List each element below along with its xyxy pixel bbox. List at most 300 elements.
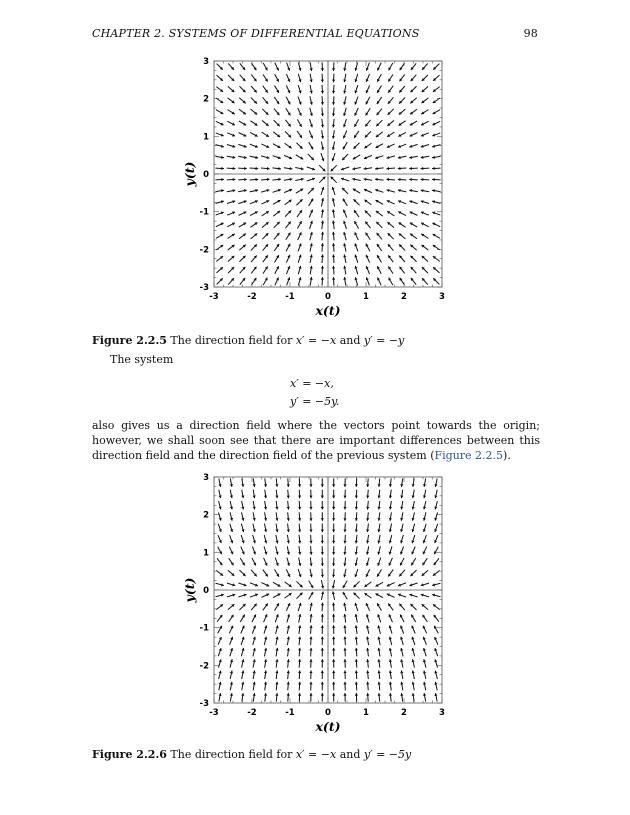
arrow-head <box>343 614 346 617</box>
arrow-head <box>309 659 312 662</box>
field-arrow <box>366 693 369 702</box>
field-arrow <box>400 512 403 520</box>
arrow-head <box>230 659 233 662</box>
body-paragraph: also gives us a direction field where the vectors point towards the origin; however, we shall soon see that there are important differences between this direction field and the direction field of the previous system (Figure 2.2.5). <box>92 419 540 462</box>
field-arrow <box>332 693 335 702</box>
field-arrow <box>423 671 426 679</box>
field-arrow <box>287 637 290 645</box>
field-arrow <box>422 615 427 622</box>
field-arrow <box>275 501 278 510</box>
arrow-head <box>332 530 335 533</box>
field-arrow <box>411 637 414 645</box>
arrow-head <box>309 693 312 696</box>
field-arrow <box>275 670 278 679</box>
field-arrow <box>321 693 324 702</box>
y-axis-label: y(t) <box>182 161 197 187</box>
field-arrow <box>310 603 313 611</box>
field-arrow <box>253 648 256 656</box>
y-tick-label: 3 <box>203 473 209 483</box>
arrow-head <box>332 496 335 499</box>
field-arrow <box>412 478 415 486</box>
field-arrow <box>355 501 358 510</box>
field-arrow <box>332 546 335 555</box>
field-arrow <box>321 490 324 499</box>
field-arrow <box>253 682 256 691</box>
field-arrow <box>400 693 403 702</box>
field-arrow <box>364 593 371 598</box>
field-arrow <box>410 570 416 576</box>
field-arrow <box>276 546 279 554</box>
field-arrow <box>343 648 346 657</box>
field-arrow <box>218 547 222 555</box>
field-arrow <box>239 604 245 610</box>
field-arrow <box>298 524 301 533</box>
field-arrow <box>275 524 278 532</box>
arrow-head <box>389 693 392 696</box>
field-arrow <box>398 583 406 587</box>
y-tick-label: 2 <box>203 510 209 521</box>
field-arrow <box>216 570 223 575</box>
arrow-head <box>321 682 324 685</box>
field-arrow <box>264 682 267 691</box>
arrow-head <box>321 541 324 544</box>
field-arrow <box>298 535 301 544</box>
arrow-head <box>434 507 437 510</box>
arrow-head <box>423 518 426 521</box>
field-arrow <box>378 693 381 702</box>
field-arrow <box>433 570 440 575</box>
arrow-head <box>276 552 279 555</box>
field-arrow <box>411 546 415 554</box>
arrow-head <box>298 659 301 662</box>
arrow-head <box>287 529 290 532</box>
arrow-head <box>321 530 324 533</box>
field-arrow <box>376 582 384 586</box>
field-arrow <box>366 659 369 668</box>
arrow-head <box>309 670 312 673</box>
field-arrow <box>423 626 427 634</box>
arrow-head <box>321 659 324 662</box>
field-arrow <box>218 626 222 634</box>
field-arrow <box>389 535 392 543</box>
field-arrow <box>343 524 346 533</box>
field-arrow <box>400 626 404 634</box>
field-arrow <box>241 490 244 498</box>
intro-text: The system <box>110 353 174 366</box>
arrow-head <box>378 507 381 510</box>
arrow-head <box>309 625 312 628</box>
arrow-head <box>355 637 358 640</box>
field-arrow <box>241 535 244 543</box>
field-arrow <box>366 637 369 645</box>
arrow-head <box>332 518 335 521</box>
field-arrow <box>261 583 269 587</box>
field-arrow <box>228 604 234 610</box>
field-arrow <box>389 682 392 691</box>
arrow-head <box>321 507 324 510</box>
field-arrow <box>218 648 221 656</box>
arrow-head <box>355 693 358 696</box>
field-arrow <box>240 558 244 565</box>
field-arrow <box>264 637 267 645</box>
arrow-head <box>298 637 301 640</box>
field-arrow <box>355 614 358 622</box>
y-tick-label: -1 <box>199 207 209 218</box>
y-tick-label: -1 <box>199 623 209 634</box>
field-arrow <box>219 501 222 509</box>
field-arrow <box>378 670 381 679</box>
arrow-head <box>343 682 346 685</box>
arrow-head <box>309 507 312 510</box>
arrow-head <box>298 484 301 487</box>
arrow-head <box>287 484 290 487</box>
arrow-head <box>321 518 324 521</box>
field-arrow <box>423 512 426 520</box>
field-arrow <box>264 648 267 656</box>
field-arrow <box>332 569 335 578</box>
field-arrow <box>332 591 335 599</box>
field-arrow <box>227 594 235 597</box>
field-arrow <box>377 603 381 610</box>
field-arrow <box>343 501 346 510</box>
x-axis-label: x(t) <box>315 719 341 734</box>
field-arrow <box>275 490 278 499</box>
field-arrow <box>412 512 415 520</box>
field-arrow <box>343 659 346 668</box>
field-arrow <box>423 693 426 701</box>
field-arrow <box>364 582 371 587</box>
field-arrow <box>321 648 324 657</box>
field-arrow <box>218 659 221 667</box>
field-arrow <box>389 648 392 656</box>
field-arrow <box>412 501 415 509</box>
field-arrow <box>218 478 221 486</box>
field-arrow <box>423 524 426 532</box>
field-arrow <box>321 569 324 578</box>
arrow-head <box>343 637 346 640</box>
field-arrow <box>412 693 415 701</box>
x-tick-label: 1 <box>363 292 369 302</box>
field-arrow <box>298 659 301 668</box>
arrow-head <box>298 496 301 499</box>
field-arrow <box>298 625 301 634</box>
field-arrow <box>389 546 392 554</box>
field-arrow <box>287 490 290 499</box>
field-arrow <box>287 682 290 691</box>
field-arrow <box>423 535 427 543</box>
field-arrow <box>264 558 268 566</box>
field-arrow <box>218 535 222 543</box>
field-arrow <box>230 648 233 656</box>
field-arrow <box>378 501 381 510</box>
field-arrow <box>241 478 244 486</box>
field-arrow <box>332 603 335 612</box>
field-arrow <box>423 490 426 498</box>
field-arrow <box>434 659 437 667</box>
field-arrow <box>229 626 233 634</box>
field-arrow <box>343 569 346 577</box>
field-arrow <box>241 512 244 520</box>
field-arrow <box>309 648 312 657</box>
field-arrow <box>227 583 235 586</box>
field-arrow <box>264 659 267 667</box>
arrow-head <box>378 682 381 685</box>
arrow-head <box>332 541 335 544</box>
field-arrow <box>332 625 335 634</box>
field-arrow <box>400 671 403 679</box>
field-arrow <box>343 490 346 499</box>
arrow-head <box>332 507 335 510</box>
field-arrow <box>343 557 346 566</box>
arrow-head <box>366 484 369 487</box>
arrow-head <box>309 552 312 555</box>
arrow-head <box>343 541 346 544</box>
field-arrow <box>332 659 335 668</box>
field-arrow <box>422 570 428 576</box>
x-tick-label: 3 <box>439 708 445 718</box>
arrow-head <box>343 648 346 651</box>
field-arrow <box>285 593 292 598</box>
x-tick-label: 2 <box>401 292 407 302</box>
x-tick-label: -2 <box>247 708 257 718</box>
arrow-head <box>287 693 290 696</box>
field-arrow <box>366 524 369 533</box>
arrow-head <box>355 518 358 521</box>
field-arrow <box>366 478 369 487</box>
field-arrow <box>412 524 415 532</box>
x-tick-label: 0 <box>325 708 331 718</box>
field-arrow <box>238 583 246 586</box>
field-arrow <box>434 682 437 690</box>
field-arrow <box>343 592 347 599</box>
field-arrow <box>218 524 221 532</box>
field-arrow <box>321 637 324 646</box>
field-arrow <box>355 682 358 691</box>
field-arrow <box>217 615 222 622</box>
field-arrow <box>275 682 278 691</box>
field-arrow <box>216 583 224 586</box>
field-arrow <box>264 693 267 702</box>
field-arrow <box>309 637 312 646</box>
arrow-head <box>432 594 435 597</box>
field-arrow <box>287 670 290 679</box>
y-tick-label: 2 <box>203 94 209 105</box>
field-arrow <box>400 524 403 532</box>
field-arrow <box>332 501 335 510</box>
field-arrow <box>409 594 417 597</box>
field-arrow <box>412 682 415 690</box>
field-arrow <box>252 614 256 622</box>
field-arrow <box>229 547 233 555</box>
field-arrow <box>309 592 313 599</box>
arrow-head <box>343 484 346 487</box>
field-arrow <box>387 583 395 587</box>
arrow-head <box>332 693 335 696</box>
field-arrow <box>298 490 301 499</box>
field-arrow <box>332 580 335 588</box>
field-arrow <box>230 671 233 679</box>
arrow-head <box>309 484 312 487</box>
field-arrow <box>287 659 290 668</box>
x-tick-label: 2 <box>401 708 407 718</box>
arrow-head <box>321 496 324 499</box>
arrow-head <box>366 682 369 685</box>
x-tick-label: -2 <box>247 292 257 302</box>
arrow-head <box>287 659 290 662</box>
field-arrow <box>366 569 370 577</box>
arrow-head <box>366 496 369 499</box>
y-tick-label: 0 <box>203 586 209 596</box>
field-arrow <box>343 637 346 646</box>
arrow-head <box>298 507 301 510</box>
field-arrow <box>253 671 256 679</box>
field-arrow <box>366 614 369 622</box>
field-arrow <box>366 512 369 521</box>
arrow-head <box>310 614 313 617</box>
arrow-head <box>321 648 324 651</box>
field-arrow <box>321 591 324 599</box>
field-arrow <box>219 671 222 679</box>
field-arrow <box>253 490 256 499</box>
field-arrow <box>343 581 347 588</box>
arrow-head <box>343 518 346 521</box>
arrow-head <box>366 529 369 532</box>
field-arrow <box>250 583 258 587</box>
field-arrow <box>355 637 358 646</box>
field-arrow <box>343 512 346 521</box>
arrow-head <box>219 671 222 674</box>
field-arrow <box>253 478 256 487</box>
field-arrow <box>377 625 380 633</box>
arrow-head <box>264 495 267 498</box>
arrow-head <box>355 670 358 673</box>
y-tick-label: 0 <box>203 170 209 180</box>
field-arrow <box>286 569 290 577</box>
x-tick-label: -3 <box>209 708 219 718</box>
field-arrow <box>218 693 221 701</box>
arrow-head <box>343 496 346 499</box>
arrow-head <box>298 682 301 685</box>
field-arrow <box>216 604 223 609</box>
arrow-head <box>298 541 301 544</box>
field-arrow <box>432 594 440 597</box>
field-arrow <box>287 512 290 521</box>
field-arrow <box>275 693 278 702</box>
field-arrow <box>241 693 244 701</box>
arrow-head <box>287 518 290 521</box>
figure-link[interactable]: Figure 2.2.5 <box>434 449 504 462</box>
field-arrow <box>400 614 404 622</box>
arrow-head <box>332 648 335 651</box>
field-arrow <box>400 535 403 543</box>
field-arrow <box>423 648 426 656</box>
field-arrow <box>264 535 267 543</box>
field-arrow <box>434 512 437 520</box>
field-arrow <box>230 490 233 498</box>
field-arrow <box>343 478 346 487</box>
field-arrow <box>353 581 359 587</box>
field-arrow <box>230 637 234 645</box>
field-arrow <box>286 603 290 611</box>
field-arrow <box>332 490 335 499</box>
field-arrow <box>241 546 245 554</box>
field-arrow <box>253 535 256 543</box>
field-arrow <box>264 512 267 520</box>
arrow-head <box>355 541 358 544</box>
field-arrow <box>218 637 222 645</box>
arrow-head <box>264 484 267 487</box>
field-arrow <box>230 535 234 543</box>
arrow-head <box>287 496 290 499</box>
field-arrow <box>400 490 403 499</box>
field-arrow <box>377 637 380 645</box>
field-arrow <box>354 603 357 611</box>
field-arrow <box>241 637 244 645</box>
field-arrow <box>240 615 244 622</box>
field-arrow <box>389 558 393 566</box>
field-arrow <box>422 604 428 610</box>
x-tick-label: -1 <box>285 292 295 302</box>
chapter-title: CHAPTER 2. SYSTEMS OF DIFFERENTIAL EQUATIONS <box>92 27 420 40</box>
field-arrow <box>423 637 427 645</box>
field-arrow <box>287 478 290 487</box>
arrow-head <box>221 594 224 597</box>
field-arrow <box>366 558 369 566</box>
field-arrow <box>389 501 392 510</box>
arrow-head <box>309 518 312 521</box>
field-arrow <box>264 490 267 499</box>
field-arrow <box>309 512 312 521</box>
arrow-head <box>230 518 233 521</box>
field-arrow <box>434 626 438 634</box>
field-arrow <box>309 490 312 499</box>
arrow-head <box>366 670 369 673</box>
field-arrow <box>412 490 415 498</box>
y-tick-label: -2 <box>199 661 209 672</box>
field-arrow <box>219 490 222 498</box>
field-arrow <box>355 535 358 544</box>
field-arrow <box>377 569 381 576</box>
field-arrow <box>321 603 324 612</box>
field-arrow <box>411 535 414 543</box>
field-arrow <box>355 659 358 668</box>
arrow-head <box>321 625 324 628</box>
field-arrow <box>309 581 313 588</box>
field-arrow <box>252 546 256 554</box>
equation-2: y′ = −5y. <box>290 395 340 408</box>
field-arrow <box>273 593 281 597</box>
field-arrow <box>230 524 233 532</box>
field-arrow <box>298 682 301 691</box>
field-arrow <box>321 614 324 623</box>
field-arrow <box>287 546 290 554</box>
field-arrow <box>298 512 301 521</box>
arrow-head <box>309 496 312 499</box>
field-arrow <box>343 535 346 544</box>
y-tick-label: -3 <box>199 283 209 293</box>
field-arrow <box>274 569 278 576</box>
field-arrow <box>275 478 278 487</box>
arrow-head <box>343 529 346 532</box>
field-arrow <box>389 478 392 487</box>
field-arrow <box>309 501 312 510</box>
field-arrow <box>343 693 346 702</box>
field-arrow <box>355 490 358 499</box>
arrow-head <box>389 495 392 498</box>
field-arrow <box>264 501 267 510</box>
field-arrow <box>400 478 403 487</box>
arrow-head <box>287 682 290 685</box>
